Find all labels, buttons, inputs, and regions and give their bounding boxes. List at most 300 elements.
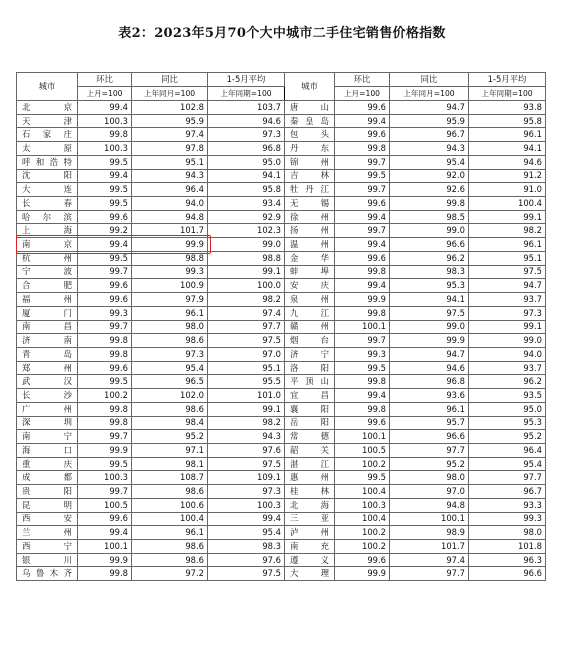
city-cell-left: 合 肥 bbox=[17, 279, 78, 293]
city-cell-left: 济 南 bbox=[17, 334, 78, 348]
avg-cell-left: 93.4 bbox=[208, 197, 285, 211]
mom-cell-left: 99.7 bbox=[78, 485, 132, 499]
mom-cell-right: 100.4 bbox=[335, 512, 390, 526]
yoy-cell-right: 94.8 bbox=[390, 498, 469, 512]
yoy-cell-left: 94.3 bbox=[132, 169, 208, 183]
yoy-cell-right: 99.8 bbox=[390, 197, 469, 211]
mom-cell-left: 99.8 bbox=[78, 402, 132, 416]
subheader-avg-right: 上年同期=100 bbox=[469, 87, 546, 101]
avg-cell-right: 96.3 bbox=[469, 553, 546, 567]
mom-cell-right: 100.5 bbox=[335, 443, 390, 457]
yoy-cell-left: 96.5 bbox=[132, 375, 208, 389]
city-cell-right: 常 德 bbox=[285, 430, 335, 444]
city-cell-left: 石家庄 bbox=[17, 128, 78, 142]
avg-cell-left: 95.5 bbox=[208, 375, 285, 389]
avg-cell-right: 96.1 bbox=[469, 238, 546, 252]
avg-cell-left: 95.1 bbox=[208, 361, 285, 375]
avg-cell-right: 95.1 bbox=[469, 251, 546, 265]
yoy-cell-right: 94.7 bbox=[390, 347, 469, 361]
mom-cell-left: 99.9 bbox=[78, 553, 132, 567]
mom-cell-right: 99.4 bbox=[335, 238, 390, 252]
header-avg-left: 1-5月平均 bbox=[208, 73, 285, 87]
yoy-cell-left: 95.9 bbox=[132, 114, 208, 128]
city-cell-left: 广 州 bbox=[17, 402, 78, 416]
mom-cell-right: 99.8 bbox=[335, 142, 390, 156]
city-cell-right: 赣 州 bbox=[285, 320, 335, 334]
city-cell-left: 深 圳 bbox=[17, 416, 78, 430]
city-cell-right: 安 庆 bbox=[285, 279, 335, 293]
city-cell-left: 呼和浩特 bbox=[17, 155, 78, 169]
mom-cell-left: 99.4 bbox=[78, 238, 132, 252]
avg-cell-left: 99.0 bbox=[208, 238, 285, 252]
avg-cell-left: 97.4 bbox=[208, 306, 285, 320]
yoy-cell-right: 95.2 bbox=[390, 457, 469, 471]
avg-cell-right: 94.1 bbox=[469, 142, 546, 156]
mom-cell-left: 99.5 bbox=[78, 183, 132, 197]
table-row bbox=[17, 540, 546, 554]
price-index-table bbox=[16, 72, 546, 581]
yoy-cell-left: 98.6 bbox=[132, 485, 208, 499]
table-row bbox=[17, 567, 546, 581]
city-cell-left: 乌鲁木齐 bbox=[17, 567, 78, 581]
city-cell-left: 南 昌 bbox=[17, 320, 78, 334]
mom-cell-right: 99.7 bbox=[335, 224, 390, 238]
mom-cell-left: 99.5 bbox=[78, 251, 132, 265]
avg-cell-right: 97.7 bbox=[469, 471, 546, 485]
avg-cell-left: 103.7 bbox=[208, 101, 285, 115]
city-cell-right: 吉 林 bbox=[285, 169, 335, 183]
table-row bbox=[17, 471, 546, 485]
table-row bbox=[17, 155, 546, 169]
subheader-mom-right: 上月=100 bbox=[335, 87, 390, 101]
city-cell-right: 温 州 bbox=[285, 238, 335, 252]
mom-cell-left: 100.3 bbox=[78, 114, 132, 128]
city-cell-left: 贵 阳 bbox=[17, 485, 78, 499]
mom-cell-left: 99.4 bbox=[78, 101, 132, 115]
yoy-cell-left: 96.1 bbox=[132, 526, 208, 540]
table-row bbox=[17, 128, 546, 142]
yoy-cell-right: 98.0 bbox=[390, 471, 469, 485]
city-cell-left: 成 都 bbox=[17, 471, 78, 485]
avg-cell-right: 95.2 bbox=[469, 430, 546, 444]
yoy-cell-left: 102.0 bbox=[132, 389, 208, 403]
yoy-cell-right: 95.7 bbox=[390, 416, 469, 430]
avg-cell-left: 98.8 bbox=[208, 251, 285, 265]
yoy-cell-right: 94.6 bbox=[390, 361, 469, 375]
mom-cell-right: 99.4 bbox=[335, 114, 390, 128]
avg-cell-left: 94.1 bbox=[208, 169, 285, 183]
city-cell-left: 重 庆 bbox=[17, 457, 78, 471]
city-cell-right: 蚌 埠 bbox=[285, 265, 335, 279]
yoy-cell-left: 94.8 bbox=[132, 210, 208, 224]
table-row bbox=[17, 389, 546, 403]
yoy-cell-left: 100.4 bbox=[132, 512, 208, 526]
city-cell-right: 扬 州 bbox=[285, 224, 335, 238]
yoy-cell-left: 95.2 bbox=[132, 430, 208, 444]
avg-cell-right: 94.0 bbox=[469, 347, 546, 361]
yoy-cell-left: 98.6 bbox=[132, 334, 208, 348]
city-cell-right: 金 华 bbox=[285, 251, 335, 265]
avg-cell-right: 95.0 bbox=[469, 402, 546, 416]
city-cell-right: 惠 州 bbox=[285, 471, 335, 485]
city-cell-right: 洛 阳 bbox=[285, 361, 335, 375]
yoy-cell-right: 92.6 bbox=[390, 183, 469, 197]
city-cell-right: 南 充 bbox=[285, 540, 335, 554]
table-row bbox=[17, 293, 546, 307]
table-row bbox=[17, 101, 546, 115]
avg-cell-right: 99.3 bbox=[469, 512, 546, 526]
avg-cell-left: 98.3 bbox=[208, 540, 285, 554]
city-cell-right: 泸 州 bbox=[285, 526, 335, 540]
table-row bbox=[17, 553, 546, 567]
yoy-cell-right: 96.2 bbox=[390, 251, 469, 265]
avg-cell-left: 97.0 bbox=[208, 347, 285, 361]
mom-cell-right: 99.8 bbox=[335, 265, 390, 279]
yoy-cell-right: 97.7 bbox=[390, 567, 469, 581]
avg-cell-right: 99.0 bbox=[469, 334, 546, 348]
mom-cell-left: 99.7 bbox=[78, 265, 132, 279]
mom-cell-left: 99.8 bbox=[78, 334, 132, 348]
yoy-cell-left: 98.4 bbox=[132, 416, 208, 430]
avg-cell-left: 97.6 bbox=[208, 553, 285, 567]
city-cell-right: 锦 州 bbox=[285, 155, 335, 169]
mom-cell-right: 99.6 bbox=[335, 553, 390, 567]
city-cell-right: 烟 台 bbox=[285, 334, 335, 348]
mom-cell-right: 99.6 bbox=[335, 197, 390, 211]
yoy-cell-right: 97.7 bbox=[390, 443, 469, 457]
mom-cell-right: 99.3 bbox=[335, 347, 390, 361]
city-cell-right: 徐 州 bbox=[285, 210, 335, 224]
table-row bbox=[17, 320, 546, 334]
mom-cell-right: 100.2 bbox=[335, 540, 390, 554]
mom-cell-right: 99.4 bbox=[335, 210, 390, 224]
table-row bbox=[17, 416, 546, 430]
avg-cell-right: 99.1 bbox=[469, 210, 546, 224]
mom-cell-right: 100.2 bbox=[335, 526, 390, 540]
table-row bbox=[17, 142, 546, 156]
avg-cell-left: 94.6 bbox=[208, 114, 285, 128]
avg-cell-left: 94.3 bbox=[208, 430, 285, 444]
header-yoy-left: 同比 bbox=[132, 73, 208, 87]
mom-cell-left: 100.2 bbox=[78, 389, 132, 403]
city-cell-right: 宜 昌 bbox=[285, 389, 335, 403]
yoy-cell-left: 95.1 bbox=[132, 155, 208, 169]
table-row bbox=[17, 210, 546, 224]
city-cell-left: 兰 州 bbox=[17, 526, 78, 540]
avg-cell-right: 100.4 bbox=[469, 197, 546, 211]
yoy-cell-right: 95.3 bbox=[390, 279, 469, 293]
mom-cell-right: 99.6 bbox=[335, 251, 390, 265]
avg-cell-left: 97.5 bbox=[208, 457, 285, 471]
table-row bbox=[17, 224, 546, 238]
yoy-cell-right: 94.1 bbox=[390, 293, 469, 307]
avg-cell-right: 99.1 bbox=[469, 320, 546, 334]
mom-cell-left: 99.8 bbox=[78, 567, 132, 581]
mom-cell-right: 99.5 bbox=[335, 169, 390, 183]
yoy-cell-left: 97.3 bbox=[132, 347, 208, 361]
mom-cell-right: 99.5 bbox=[335, 361, 390, 375]
mom-cell-left: 99.4 bbox=[78, 169, 132, 183]
yoy-cell-left: 98.6 bbox=[132, 553, 208, 567]
city-cell-left: 宁 波 bbox=[17, 265, 78, 279]
yoy-cell-left: 99.9 bbox=[132, 238, 208, 252]
yoy-cell-right: 92.0 bbox=[390, 169, 469, 183]
mom-cell-left: 100.1 bbox=[78, 540, 132, 554]
table-row bbox=[17, 402, 546, 416]
mom-cell-right: 100.2 bbox=[335, 457, 390, 471]
avg-cell-right: 93.7 bbox=[469, 293, 546, 307]
yoy-cell-right: 96.1 bbox=[390, 402, 469, 416]
yoy-cell-left: 96.1 bbox=[132, 306, 208, 320]
avg-cell-right: 95.4 bbox=[469, 457, 546, 471]
city-cell-right: 丹 东 bbox=[285, 142, 335, 156]
yoy-cell-left: 97.8 bbox=[132, 142, 208, 156]
avg-cell-left: 97.5 bbox=[208, 334, 285, 348]
city-cell-right: 北 海 bbox=[285, 498, 335, 512]
table-row bbox=[17, 526, 546, 540]
yoy-cell-right: 97.4 bbox=[390, 553, 469, 567]
yoy-cell-right: 93.6 bbox=[390, 389, 469, 403]
mom-cell-right: 99.8 bbox=[335, 306, 390, 320]
avg-cell-right: 91.0 bbox=[469, 183, 546, 197]
mom-cell-right: 99.4 bbox=[335, 279, 390, 293]
mom-cell-left: 99.8 bbox=[78, 128, 132, 142]
yoy-cell-left: 94.0 bbox=[132, 197, 208, 211]
table-row bbox=[17, 169, 546, 183]
table-row bbox=[17, 306, 546, 320]
yoy-cell-left: 96.4 bbox=[132, 183, 208, 197]
city-cell-left: 昆 明 bbox=[17, 498, 78, 512]
avg-cell-left: 109.1 bbox=[208, 471, 285, 485]
city-cell-left: 上 海 bbox=[17, 224, 78, 238]
city-cell-left: 西 安 bbox=[17, 512, 78, 526]
avg-cell-right: 96.2 bbox=[469, 375, 546, 389]
city-cell-right: 襄 阳 bbox=[285, 402, 335, 416]
yoy-cell-right: 95.9 bbox=[390, 114, 469, 128]
avg-cell-left: 97.3 bbox=[208, 485, 285, 499]
city-cell-left: 青 岛 bbox=[17, 347, 78, 361]
table-row bbox=[17, 361, 546, 375]
mom-cell-left: 99.7 bbox=[78, 320, 132, 334]
city-cell-right: 韶 关 bbox=[285, 443, 335, 457]
mom-cell-right: 99.6 bbox=[335, 416, 390, 430]
mom-cell-left: 99.6 bbox=[78, 279, 132, 293]
table-row bbox=[17, 457, 546, 471]
mom-cell-right: 99.8 bbox=[335, 402, 390, 416]
avg-cell-left: 96.8 bbox=[208, 142, 285, 156]
avg-cell-left: 99.1 bbox=[208, 402, 285, 416]
yoy-cell-right: 99.9 bbox=[390, 334, 469, 348]
city-cell-left: 福 州 bbox=[17, 293, 78, 307]
table-row bbox=[17, 197, 546, 211]
yoy-cell-left: 98.0 bbox=[132, 320, 208, 334]
city-cell-right: 岳 阳 bbox=[285, 416, 335, 430]
yoy-cell-left: 98.6 bbox=[132, 402, 208, 416]
avg-cell-right: 93.7 bbox=[469, 361, 546, 375]
city-cell-left: 武 汉 bbox=[17, 375, 78, 389]
yoy-cell-right: 94.3 bbox=[390, 142, 469, 156]
avg-cell-left: 100.3 bbox=[208, 498, 285, 512]
mom-cell-left: 100.3 bbox=[78, 471, 132, 485]
yoy-cell-right: 97.5 bbox=[390, 306, 469, 320]
avg-cell-right: 97.3 bbox=[469, 306, 546, 320]
yoy-cell-left: 99.3 bbox=[132, 265, 208, 279]
table-row bbox=[17, 114, 546, 128]
mom-cell-left: 99.6 bbox=[78, 210, 132, 224]
mom-cell-right: 99.7 bbox=[335, 183, 390, 197]
mom-cell-left: 99.9 bbox=[78, 443, 132, 457]
subheader-yoy-left: 上年同月=100 bbox=[132, 87, 208, 101]
yoy-cell-left: 95.4 bbox=[132, 361, 208, 375]
avg-cell-right: 97.5 bbox=[469, 265, 546, 279]
mom-cell-left: 99.5 bbox=[78, 375, 132, 389]
subheader-row bbox=[17, 87, 546, 101]
city-cell-right: 桂 林 bbox=[285, 485, 335, 499]
mom-cell-left: 99.4 bbox=[78, 526, 132, 540]
avg-cell-right: 94.7 bbox=[469, 279, 546, 293]
city-cell-right: 牡丹江 bbox=[285, 183, 335, 197]
yoy-cell-right: 100.1 bbox=[390, 512, 469, 526]
subheader-avg-left: 上年同期=100 bbox=[208, 87, 285, 101]
table-row bbox=[17, 183, 546, 197]
avg-cell-left: 101.0 bbox=[208, 389, 285, 403]
yoy-cell-right: 98.5 bbox=[390, 210, 469, 224]
city-cell-right: 遵 义 bbox=[285, 553, 335, 567]
yoy-cell-left: 98.1 bbox=[132, 457, 208, 471]
yoy-cell-left: 102.8 bbox=[132, 101, 208, 115]
mom-cell-left: 99.5 bbox=[78, 155, 132, 169]
mom-cell-left: 100.3 bbox=[78, 142, 132, 156]
mom-cell-right: 99.7 bbox=[335, 334, 390, 348]
yoy-cell-left: 100.9 bbox=[132, 279, 208, 293]
subheader-mom-left: 上月=100 bbox=[78, 87, 132, 101]
header-row bbox=[17, 73, 546, 87]
city-cell-right: 秦皇岛 bbox=[285, 114, 335, 128]
mom-cell-right: 99.6 bbox=[335, 128, 390, 142]
mom-cell-right: 100.3 bbox=[335, 498, 390, 512]
header-city-right: 城市 bbox=[285, 73, 335, 101]
avg-cell-right: 98.0 bbox=[469, 526, 546, 540]
city-cell-left: 银 川 bbox=[17, 553, 78, 567]
city-cell-left: 郑 州 bbox=[17, 361, 78, 375]
table-row bbox=[17, 347, 546, 361]
avg-cell-right: 93.8 bbox=[469, 101, 546, 115]
avg-cell-right: 93.5 bbox=[469, 389, 546, 403]
mom-cell-right: 99.9 bbox=[335, 293, 390, 307]
mom-cell-right: 99.6 bbox=[335, 101, 390, 115]
table-row bbox=[17, 430, 546, 444]
table-row bbox=[17, 498, 546, 512]
yoy-cell-left: 108.7 bbox=[132, 471, 208, 485]
mom-cell-right: 99.8 bbox=[335, 375, 390, 389]
mom-cell-right: 100.4 bbox=[335, 485, 390, 499]
mom-cell-left: 99.7 bbox=[78, 430, 132, 444]
yoy-cell-right: 99.0 bbox=[390, 320, 469, 334]
avg-cell-left: 97.3 bbox=[208, 128, 285, 142]
header-avg-right: 1-5月平均 bbox=[469, 73, 546, 87]
mom-cell-right: 100.1 bbox=[335, 320, 390, 334]
avg-cell-right: 101.8 bbox=[469, 540, 546, 554]
city-cell-left: 南 京 bbox=[17, 238, 78, 252]
city-cell-left: 哈尔滨 bbox=[17, 210, 78, 224]
city-cell-right: 泉 州 bbox=[285, 293, 335, 307]
yoy-cell-right: 101.7 bbox=[390, 540, 469, 554]
yoy-cell-right: 98.3 bbox=[390, 265, 469, 279]
avg-cell-left: 95.8 bbox=[208, 183, 285, 197]
avg-cell-left: 97.6 bbox=[208, 443, 285, 457]
avg-cell-left: 92.9 bbox=[208, 210, 285, 224]
yoy-cell-left: 97.2 bbox=[132, 567, 208, 581]
city-cell-left: 长 沙 bbox=[17, 389, 78, 403]
table-row bbox=[17, 238, 546, 252]
mom-cell-left: 99.8 bbox=[78, 416, 132, 430]
mom-cell-left: 99.6 bbox=[78, 512, 132, 526]
avg-cell-right: 96.4 bbox=[469, 443, 546, 457]
avg-cell-left: 97.5 bbox=[208, 567, 285, 581]
city-cell-right: 大 理 bbox=[285, 567, 335, 581]
mom-cell-left: 99.5 bbox=[78, 197, 132, 211]
table-row bbox=[17, 512, 546, 526]
avg-cell-left: 99.1 bbox=[208, 265, 285, 279]
avg-cell-left: 97.7 bbox=[208, 320, 285, 334]
avg-cell-right: 98.2 bbox=[469, 224, 546, 238]
mom-cell-right: 99.4 bbox=[335, 389, 390, 403]
city-cell-left: 南 宁 bbox=[17, 430, 78, 444]
yoy-cell-left: 97.1 bbox=[132, 443, 208, 457]
avg-cell-right: 93.3 bbox=[469, 498, 546, 512]
yoy-cell-left: 100.6 bbox=[132, 498, 208, 512]
avg-cell-right: 91.2 bbox=[469, 169, 546, 183]
avg-cell-right: 94.6 bbox=[469, 155, 546, 169]
table-row bbox=[17, 251, 546, 265]
yoy-cell-left: 97.4 bbox=[132, 128, 208, 142]
yoy-cell-left: 101.7 bbox=[132, 224, 208, 238]
mom-cell-right: 99.9 bbox=[335, 567, 390, 581]
yoy-cell-right: 96.6 bbox=[390, 430, 469, 444]
city-cell-right: 无 锡 bbox=[285, 197, 335, 211]
city-cell-left: 杭 州 bbox=[17, 251, 78, 265]
city-cell-right: 包 头 bbox=[285, 128, 335, 142]
avg-cell-left: 99.4 bbox=[208, 512, 285, 526]
avg-cell-left: 98.2 bbox=[208, 416, 285, 430]
avg-cell-left: 98.2 bbox=[208, 293, 285, 307]
table-row bbox=[17, 334, 546, 348]
avg-cell-left: 102.3 bbox=[208, 224, 285, 238]
header-city-left: 城市 bbox=[17, 73, 78, 101]
yoy-cell-left: 98.8 bbox=[132, 251, 208, 265]
yoy-cell-right: 98.9 bbox=[390, 526, 469, 540]
avg-cell-right: 95.3 bbox=[469, 416, 546, 430]
city-cell-right: 湛 江 bbox=[285, 457, 335, 471]
yoy-cell-right: 99.0 bbox=[390, 224, 469, 238]
city-cell-right: 济 宁 bbox=[285, 347, 335, 361]
city-cell-right: 平顶山 bbox=[285, 375, 335, 389]
mom-cell-left: 99.6 bbox=[78, 361, 132, 375]
city-cell-left: 北 京 bbox=[17, 101, 78, 115]
yoy-cell-left: 97.9 bbox=[132, 293, 208, 307]
mom-cell-left: 99.5 bbox=[78, 457, 132, 471]
city-cell-right: 唐 山 bbox=[285, 101, 335, 115]
avg-cell-left: 95.4 bbox=[208, 526, 285, 540]
avg-cell-left: 95.0 bbox=[208, 155, 285, 169]
subheader-yoy-right: 上年同月=100 bbox=[390, 87, 469, 101]
table-row bbox=[17, 485, 546, 499]
city-cell-right: 三 亚 bbox=[285, 512, 335, 526]
city-cell-left: 天 津 bbox=[17, 114, 78, 128]
yoy-cell-right: 96.8 bbox=[390, 375, 469, 389]
city-cell-left: 长 春 bbox=[17, 197, 78, 211]
city-cell-left: 大 连 bbox=[17, 183, 78, 197]
